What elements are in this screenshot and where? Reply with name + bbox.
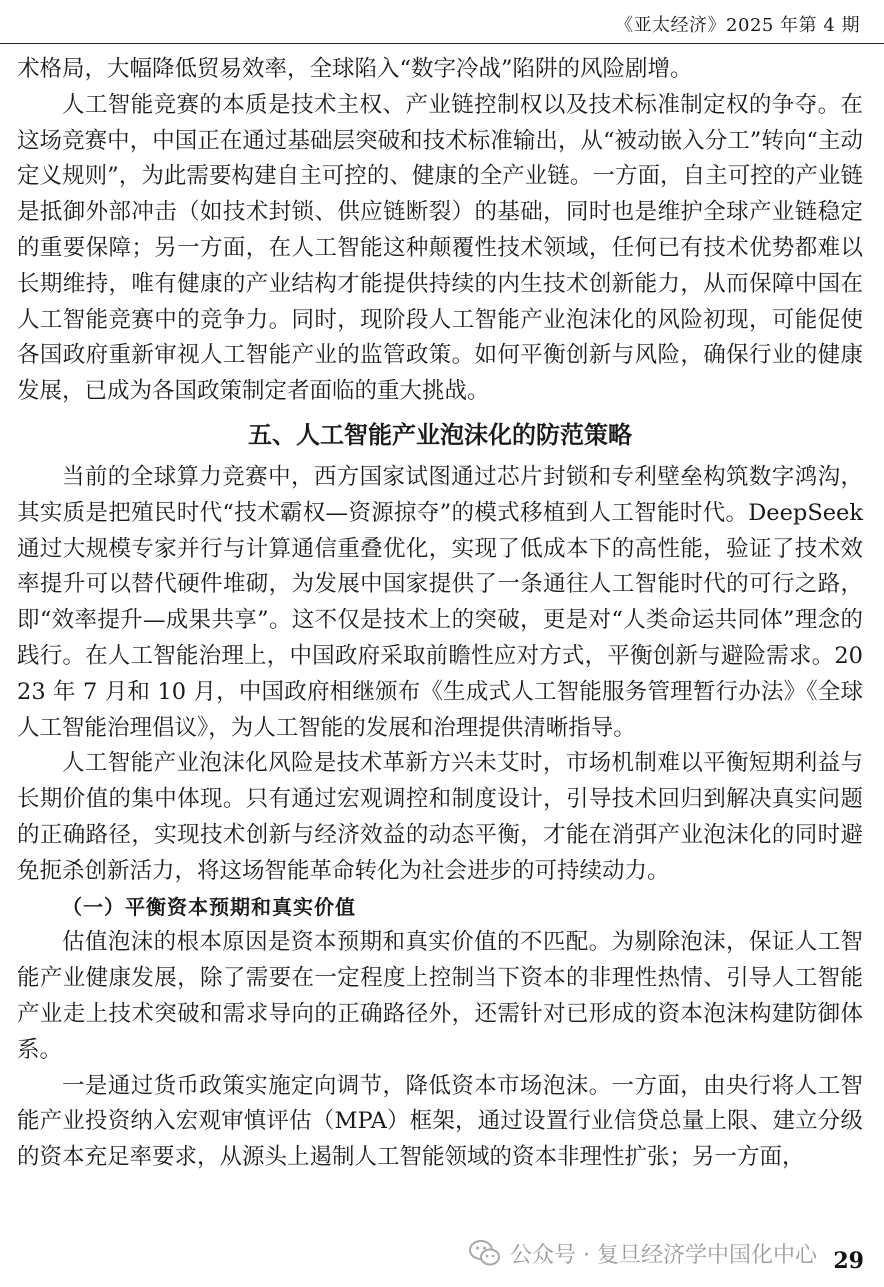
section-heading: 五、人工智能产业泡沫化的防范策略 xyxy=(248,420,632,449)
paragraph-ai-competition: 人工智能竞赛的本质是技术主权、产业链控制权以及技术标准制定权的争夺。在这场竞赛中，中国正在通过基础层突破和技术标准输出，从“被动嵌入分工”转向“主动定义规则”，为此需要构建自主可控的、健康的全产业链。一方面，自主可控的产业链是抵御外部冲击（如技术封锁、供应链断裂）的基础，同时也是维护全球产业链稳定的重要保障；另一方面，在人工智能这种颠覆性技术领域，任何已有技术优势都难以长期维持，唯有健康的产业结构才能提供持续的内生技术创新能力，从而保障中国在人工智能竞赛中的竞争力。同时，现阶段人工智能产业泡沫化的风险初现，可能促使各国政府重新审视人工智能产业的监管政策。如何平衡创新与风险，确保行业的健康发展，已成为各国政策制定者面临的重大挑战。 xyxy=(17,91,863,405)
paragraph-bubble-risk: 人工智能产业泡沫化风险是技术革新方兴未艾时，市场机制难以平衡短期利益与长期价值的集中体现。只有通过宏观调控和制度设计，引导技术回归到解决真实问题的正确路径，实现技术创新与经济效益的动态平衡，才能在消弭产业泡沫化的同时避免扼杀创新活力，将这场智能革命转化为社会进步的可持续动力。 xyxy=(17,750,863,884)
paragraph-valuation-bubble: 估值泡沫的根本原因是资本预期和真实价值的不匹配。为剔除泡沫，保证人工智能产业健康发展，除了需要在一定程度上控制当下资本的非理性热情、引导人工智能产业走上技术突破和需求导向的正确路径外，还需针对已形成的资本泡沫构建防御体系。 xyxy=(17,929,863,1063)
watermark-text: 公众号 · 复旦经济学中国化中心 xyxy=(510,1242,817,1268)
article-body xyxy=(17,52,863,1176)
subsection-heading: （一）平衡资本预期和真实价值 xyxy=(62,894,356,919)
paragraph-compute-race: 当前的全球算力竞赛中，西方国家试图通过芯片封锁和专利壁垒构筑数字鸿沟，其实质是把殖民时代“技术霸权—资源掠夺”的模式移植到人工智能时代。DeepSeek 通过大规模专家并行与计算通信重叠优化，实现了低成本下的高性能，验证了技术效率提升可以替代硬件堆砌，为发展中国家提供了一条通往人工智能时代的可行之路，即“效率提升—成果共享”。这不仅是技术上的突破，更是对“人类命运共同体”理念的践行。在人工智能治理上，中国政府采取前瞻性应对方式，平衡创新与避险需求。2023 年 7 月和 10 月，中国政府相继颁布《生成式人工智能服务管理暂行办法》《全球人工智能治理倡议》，为人工智能的发展和治理提供清晰指导。 xyxy=(17,463,863,741)
running-header xyxy=(0,0,884,44)
page-number: 29 xyxy=(833,1248,864,1274)
wechat-icon xyxy=(468,1238,502,1268)
paragraph-monetary-policy: 一是通过货币政策实施定向调节，降低资本市场泡沫。一方面，由央行将人工智能产业投资纳入宏观审慎评估（MPA）框架，通过设置行业信贷总量上限、建立分级的资本充足率要求，从源头上遏制人工智能领域的资本非理性扩张；另一方面， xyxy=(17,1072,863,1171)
paragraph-continuation: 术格局，大幅降低贸易效率，全球陷入“数字冷战”陷阱的风险剧增。 xyxy=(17,56,693,82)
journal-issue: 《亚太经济》2025 年第 4 期 xyxy=(615,15,860,36)
wechat-watermark xyxy=(468,1233,817,1273)
